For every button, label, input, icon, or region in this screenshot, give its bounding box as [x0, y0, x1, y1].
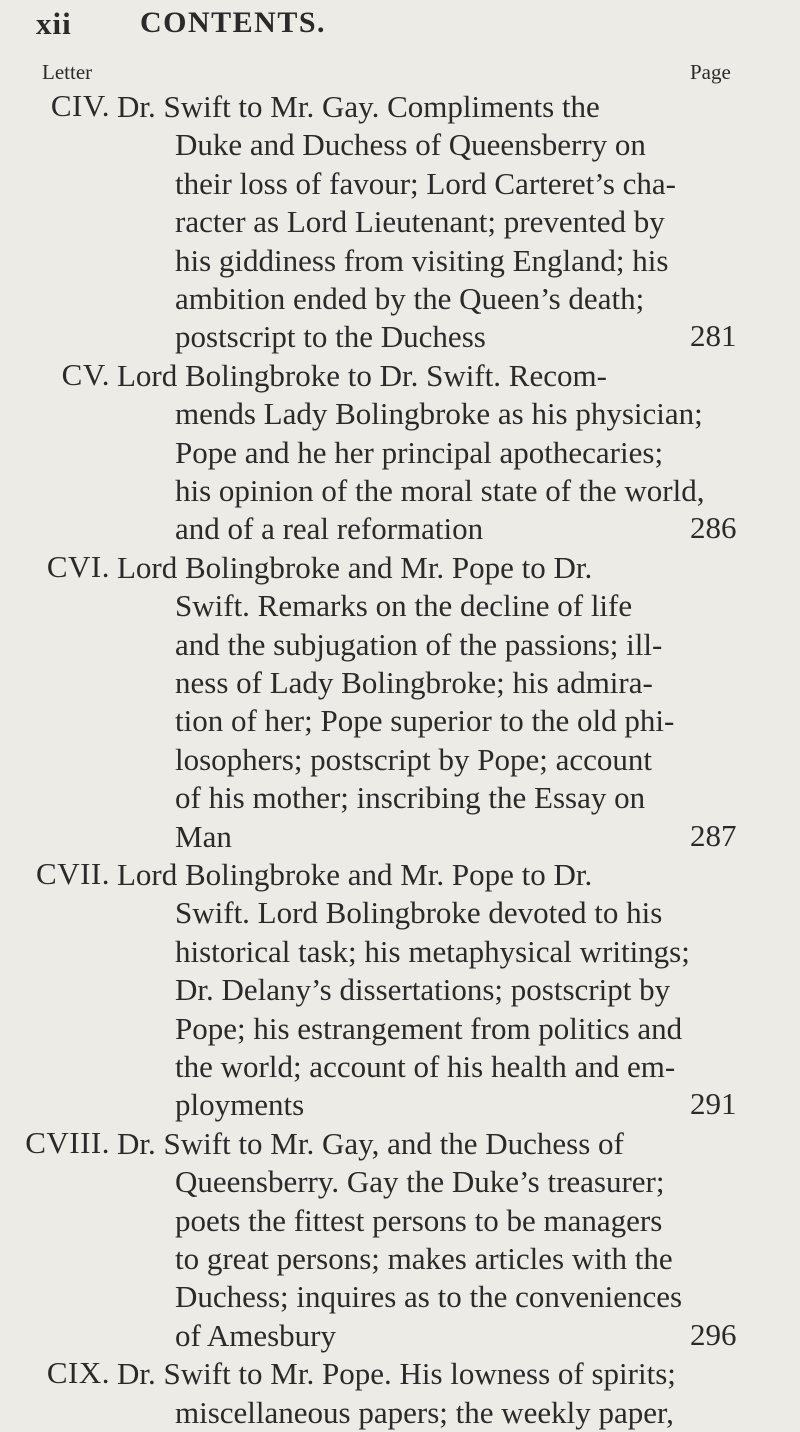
entry-description [117, 1125, 683, 1355]
description-line: Dr. Swift to Mr. Gay, and the Duchess of [117, 1125, 624, 1161]
letter-number: CVIII. [25, 1124, 110, 1160]
description-line: historical task; his metaphysical writings; [175, 933, 690, 969]
description-line: Lord Bolingbroke to Dr. Swift. Recom- [117, 357, 607, 393]
description-line: Lord Bolingbroke and Mr. Pope to Dr. [117, 857, 593, 892]
page-number: 281 [690, 318, 737, 354]
description-line: mends Lady Bolingbroke as his physician; [175, 396, 703, 432]
description-line: Duke and Duchess of Queensberry on [175, 127, 646, 163]
letter-number: CVI. [46, 548, 110, 584]
description-line: of his mother; inscribing the Essay on [175, 780, 646, 816]
description-line: ployments [175, 1087, 305, 1123]
entry-description [117, 1355, 680, 1432]
description-line: Swift. Remarks on the decline of life [175, 588, 633, 624]
description-line: their loss of favour; Lord Carteret’s cha- [175, 165, 676, 201]
description-line: and of a real reformation [175, 511, 484, 547]
description-line: ambition ended by the Queen’s death; [175, 281, 645, 317]
description-line: Pope; his estrangement from politics and [175, 1010, 683, 1046]
description-line: Swift. Lord Bolingbroke devoted to his [175, 895, 663, 931]
description-line: the world; account of his health and em- [175, 1049, 676, 1085]
description-line: Dr. Swift to Mr. Gay. Compliments the [117, 89, 600, 124]
letter-number: CVII. [36, 856, 110, 891]
description-line: and the subjugation of the passions; ill- [175, 626, 663, 662]
description-line: postscript to the Duchess [175, 319, 486, 355]
description-line: racter as Lord Lieutenant; prevented by [175, 204, 665, 240]
entry-description [117, 856, 690, 1125]
page-column-label: Page [690, 60, 731, 84]
description-line: Dr. Swift to Mr. Pope. His lowness of spirits; [117, 1356, 676, 1392]
description-line: his opinion of the moral state of the world, [175, 473, 705, 509]
letter-number: CIX. [46, 1355, 110, 1391]
page-number: 291 [690, 1086, 737, 1122]
description-line: Pope and he her principal apothecaries; [175, 434, 664, 470]
description-line: tion of her; Pope superior to the old phi- [175, 703, 675, 739]
entry-description [117, 88, 680, 357]
description-line: of Amesbury [175, 1317, 337, 1353]
description-line: Lord Bolingbroke and Mr. Pope to Dr. [117, 549, 593, 585]
description-line: Dr. Delany’s dissertations; postscript by [175, 972, 671, 1008]
letter-column-label: Letter [42, 60, 93, 84]
description-line: his giddiness from visiting England; his [175, 242, 669, 278]
description-line: losophers; postscript by Pope; account [175, 741, 652, 777]
entry-description [117, 549, 680, 856]
page-number: 296 [690, 1316, 737, 1352]
page-header [0, 6, 800, 46]
description-line: Man [175, 818, 232, 854]
description-line: ness of Lady Bolingbroke; his admira- [175, 665, 653, 701]
page-number: 286 [690, 510, 737, 546]
description-line: to great persons; makes articles with the [175, 1241, 673, 1277]
entry-description [117, 357, 705, 549]
description-line: poets the fittest persons to be managers [175, 1202, 663, 1238]
running-title: CONTENTS. [140, 6, 327, 39]
letter-number: CV. [61, 356, 110, 392]
page-number: 287 [690, 817, 737, 853]
description-line: miscellaneous papers; the weekly paper, [175, 1394, 674, 1430]
letter-number: CIV. [50, 88, 110, 123]
description-line: Duchess; inquires as to the conveniences [175, 1279, 683, 1315]
description-line: Queensberry. Gay the Duke’s treasurer; [175, 1164, 665, 1200]
page-folio: xii [36, 6, 72, 41]
